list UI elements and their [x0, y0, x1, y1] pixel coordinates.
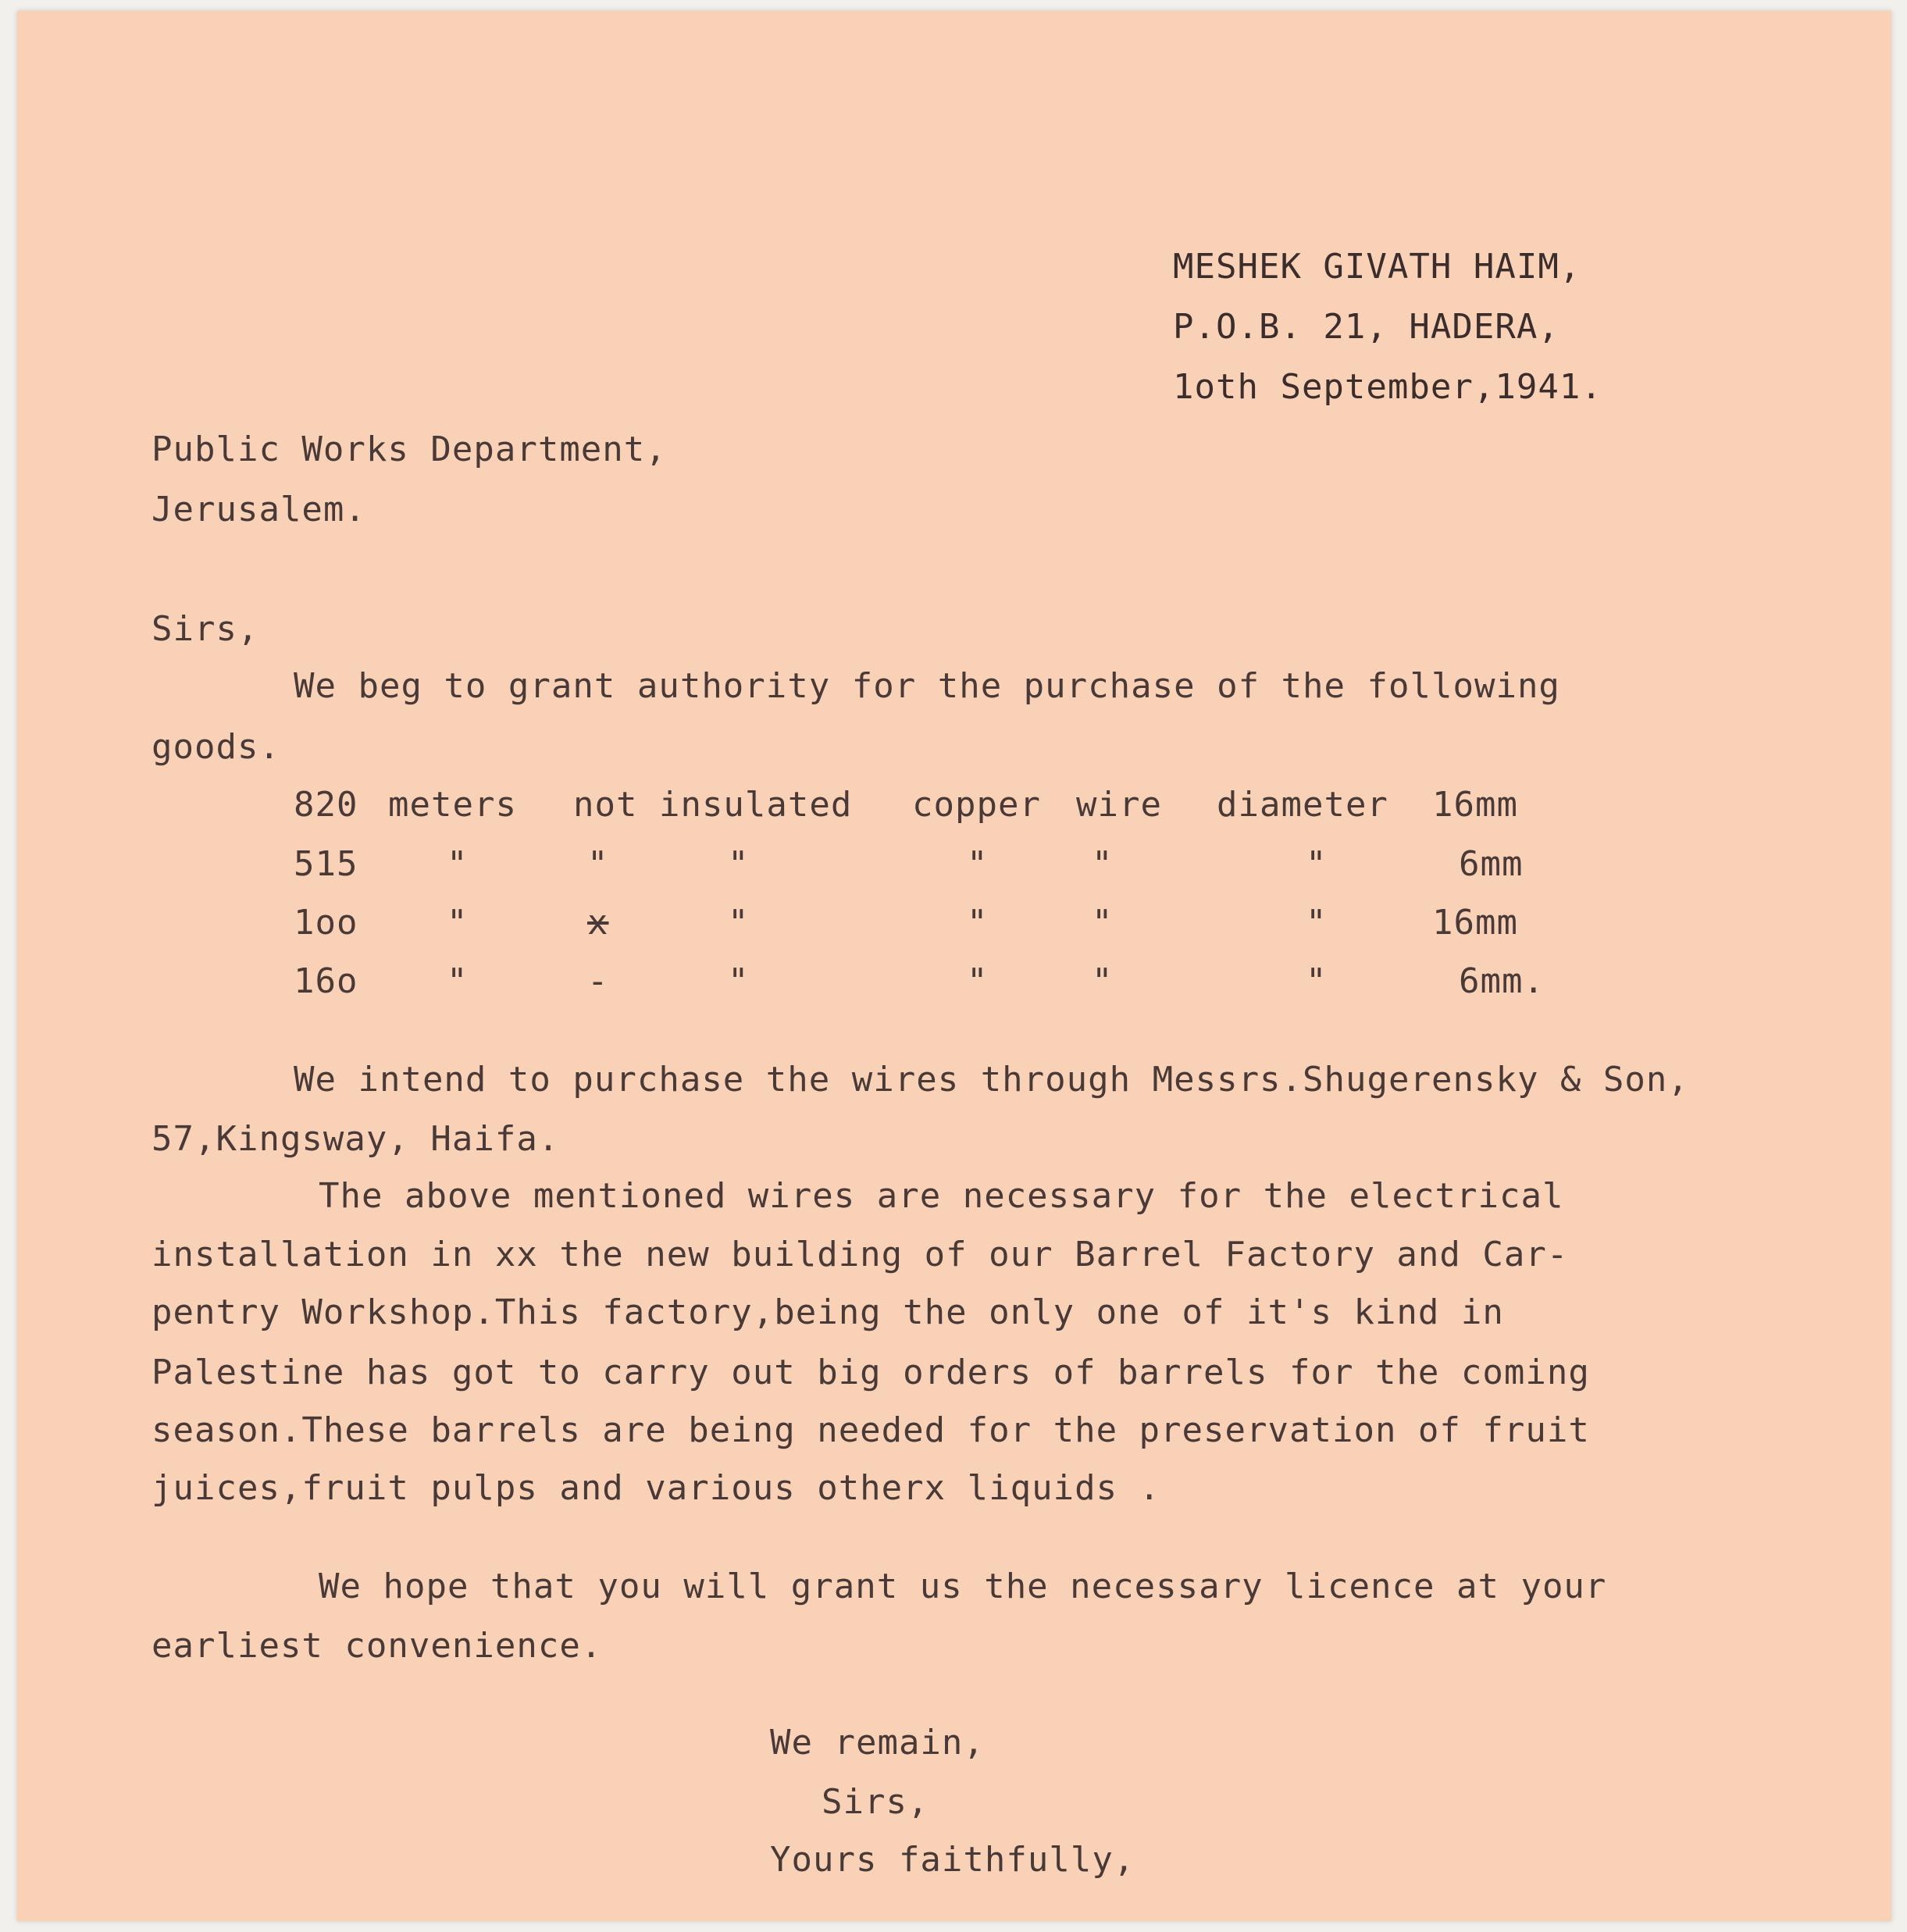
- measure-cell: ": [1306, 903, 1328, 943]
- item-cell: ": [1092, 903, 1114, 943]
- unit-cell: ": [447, 903, 469, 943]
- reason-paragraph-line: season.These barrels are being needed for the preservation of fruit: [151, 1410, 1590, 1450]
- hope-paragraph-line: earliest convenience.: [151, 1626, 603, 1666]
- letter-page: [17, 11, 1891, 1921]
- hope-paragraph-line: We hope that you will grant us the necessary licence at your: [319, 1567, 1607, 1606]
- letter-date: 1oth September,1941.: [1173, 367, 1602, 407]
- size-cell: 16mm: [1432, 903, 1518, 943]
- qty-cell: 820: [294, 785, 358, 825]
- sender-name: MESHEK GIVATH HAIM,: [1173, 247, 1581, 287]
- purchase-paragraph-line: 57,Kingsway, Haifa.: [151, 1119, 560, 1159]
- unit-cell: meters: [388, 785, 517, 825]
- insulation2-cell: ": [728, 903, 750, 943]
- sender-address: P.O.B. 21, HADERA,: [1173, 307, 1559, 347]
- material-cell: ": [967, 903, 989, 943]
- recipient-department: Public Works Department,: [151, 430, 667, 469]
- insulation2-cell: ": [728, 844, 750, 884]
- salutation: Sirs,: [151, 609, 259, 649]
- unit-cell: ": [447, 961, 469, 1001]
- measure-cell: diameter: [1217, 785, 1388, 825]
- measure-cell: ": [1306, 844, 1328, 884]
- material-cell: ": [967, 844, 989, 884]
- closing-line: Sirs,: [822, 1782, 929, 1822]
- reason-paragraph-line: installation in xx the new building of our Barrel Factory and Car-: [151, 1235, 1569, 1274]
- measure-cell: ": [1306, 961, 1328, 1001]
- reason-paragraph-line: The above mentioned wires are necessary for the electrical: [319, 1176, 1564, 1216]
- qty-cell: 1oo: [294, 903, 358, 943]
- qty-cell: 16o: [294, 961, 358, 1001]
- insulation-cell: ": [587, 844, 609, 884]
- closing-line: Yours faithfully,: [770, 1840, 1135, 1880]
- item-cell: ": [1092, 844, 1114, 884]
- qty-cell: 515: [294, 844, 358, 884]
- intro-line: goods.: [151, 727, 280, 767]
- item-cell: wire: [1076, 785, 1162, 825]
- size-cell: 6mm.: [1459, 961, 1545, 1001]
- reason-paragraph-line: pentry Workshop.This factory,being the only one of it's kind in: [151, 1292, 1504, 1332]
- insulation2-cell: ": [728, 961, 750, 1001]
- purchase-paragraph-line: We intend to purchase the wires through Messrs.Shugerensky & Son,: [294, 1060, 1689, 1100]
- reason-paragraph-line: Palestine has got to carry out big orders of barrels for the coming: [151, 1353, 1590, 1392]
- material-cell: ": [967, 961, 989, 1001]
- insulation-cell: -: [587, 961, 609, 1001]
- insulation-cell: not insulated: [573, 785, 853, 825]
- intro-line: We beg to grant authority for the purchase of the following: [294, 666, 1560, 706]
- insulation-cell: x: [587, 903, 609, 943]
- recipient-city: Jerusalem.: [151, 490, 366, 529]
- unit-cell: ": [447, 844, 469, 884]
- closing-line: We remain,: [770, 1723, 985, 1763]
- size-cell: 16mm: [1432, 785, 1518, 825]
- item-cell: ": [1092, 961, 1114, 1001]
- reason-paragraph-line: juices,fruit pulps and various otherx liquids .: [151, 1468, 1161, 1508]
- size-cell: 6mm: [1459, 844, 1524, 884]
- material-cell: copper: [912, 785, 1041, 825]
